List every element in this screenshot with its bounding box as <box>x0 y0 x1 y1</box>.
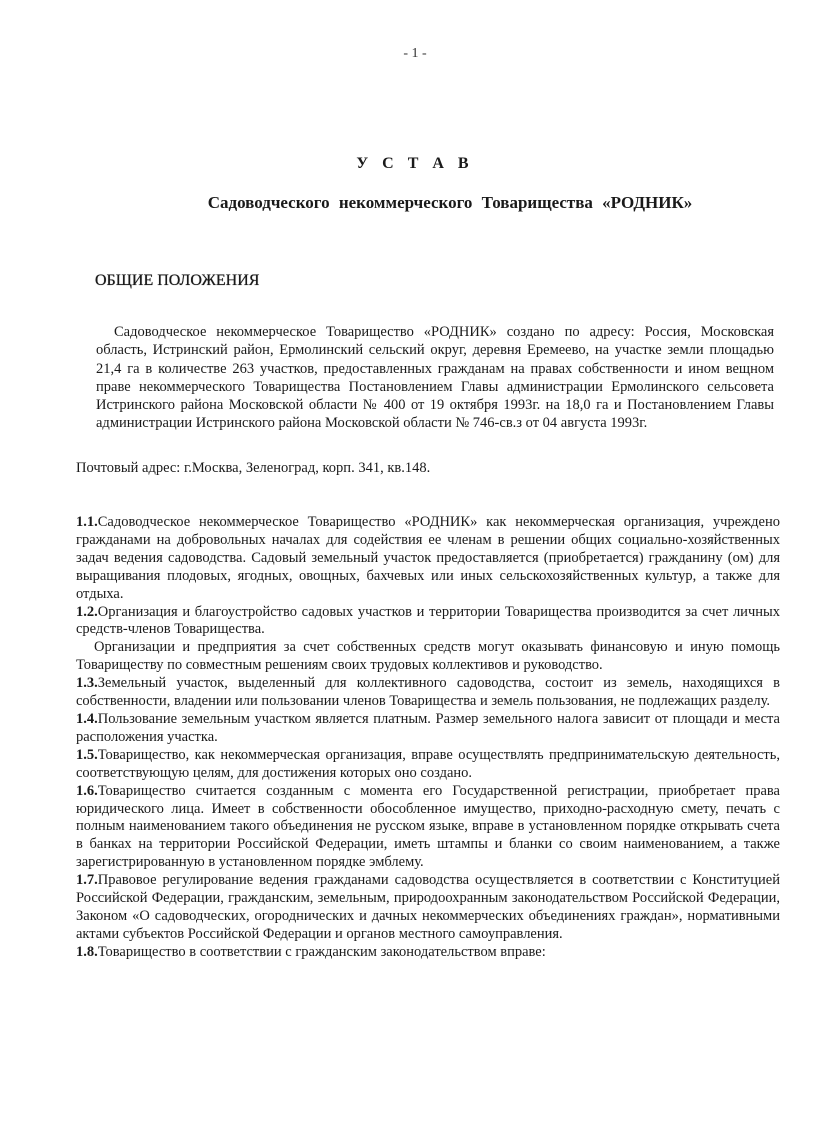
clause-number: 1.8. <box>76 943 98 960</box>
clause-number: 1.5. <box>76 746 98 763</box>
document-subtitle: Садоводческого некоммерческого Товарищества «РОДНИК» <box>207 193 693 212</box>
clause-text: Товарищество в соответствии с гражданским законодательством вправе: <box>97 943 546 960</box>
clause-text: Садоводческое некоммерческое Товарищество «РОДНИК» как некоммерческая организация, учреждено гражданами на добровольных началах для содействия ее членам в решении общих социально-хозяйственных задач ведения садоводства. Садовый земельный участок предоставляется (приобретается) гражданину (ом) для выращивания плодовых, ягодных, овощных, бахчевых или иных сельскохозяйственных культур, а также для отдыха. <box>76 514 780 602</box>
section-heading: ОБЩИЕ ПОЛОЖЕНИЯ <box>95 272 260 289</box>
clause-number: 1.2. <box>76 603 98 620</box>
clause-number: 1.3. <box>76 675 98 692</box>
clause-number: 1.6. <box>76 782 98 799</box>
clauses-list <box>76 514 780 962</box>
clause-number: 1.7. <box>76 872 98 889</box>
intro-text: Садоводческое некоммерческое Товарищество «РОДНИК» создано по адресу: Россия, Московская область, Истринский район, Ермолинский сельский округ, деревня Еремеево, на участке земли площадью 21,4 га в количестве 263 участков, предоставленных гражданам на правах собственности и ином вещном праве некоммерческого Товарищества Постановлением Главы администрации Ермолинского сельсовета Истринского района Московской области № 400 от 19 октября 1993г. на 18,0 га и Постановлением Главы администрации Истринского района Московской области № 746-св.з от 04 августа 1993г. <box>96 324 774 432</box>
clause-1-2 <box>76 604 780 676</box>
clause-number: 1.4. <box>76 710 98 727</box>
clause-number: 1.1. <box>76 514 98 530</box>
intro-paragraph <box>96 323 774 433</box>
clause-text: Правовое регулирование ведения гражданами садоводства осуществляется в соответствии с Конституцией Российской Федерации, гражданским, земельным, природоохранным законодательством Российской Федерации, Законом «О садоводческих, огороднических и дачных некоммерческих объединениях граждан», нормативными актами субъектов Российской Федерации и органов местного самоуправления. <box>76 872 780 942</box>
clause-1-1 <box>76 514 780 604</box>
postal-address: Почтовый адрес: г.Москва, Зеленоград, корп. 341, кв.148. <box>76 460 431 476</box>
document-title: У С Т А В <box>356 155 474 172</box>
clause-1-3 <box>76 675 780 711</box>
clause-text: Товарищество считается созданным с момента его Государственной регистрации, приобретает права юридического лица. Имеет в собственности обособленное имущество, приходно-расходную смету, печать с полным наименованием такого объединения не русском языке, вправе в установленном порядке открывать счета в банках на территории Российской Федерации, иметь штампы и бланки со своим наименованием, а также зарегистрированную в установленном порядке эмблему. <box>76 782 780 871</box>
clause-1-7 <box>76 872 780 944</box>
clause-text: Организация и благоустройство садовых участков и территории Товарищества производится за счет личных средств-членов Товарищества. <box>76 603 780 638</box>
clause-1-5 <box>76 747 780 783</box>
clause-1-6 <box>76 783 780 873</box>
clause-text: Товарищество, как некоммерческая организация, вправе осуществлять предпринимательскую деятельность, соответствующую целям, для достижения которых оно создано. <box>76 746 780 781</box>
clause-text: Земельный участок, выделенный для коллективного садоводства, состоит из земель, находящихся в собственности, владении или пользовании членов Товарищества и земель пользования, не подлежащих разделу. <box>76 675 780 710</box>
page-number: - 1 - <box>403 46 427 61</box>
clause-text: Пользование земельным участком является платным. Размер земельного налога зависит от площади и места расположения участка. <box>76 710 780 745</box>
clause-1-4 <box>76 711 780 747</box>
clause-continuation: Организации и предприятия за счет собственных средств могут оказывать финансовую и иную помощь Товариществу по совместным решениям своих трудовых коллективов и руководство. <box>76 639 780 674</box>
clause-1-8 <box>76 944 780 962</box>
